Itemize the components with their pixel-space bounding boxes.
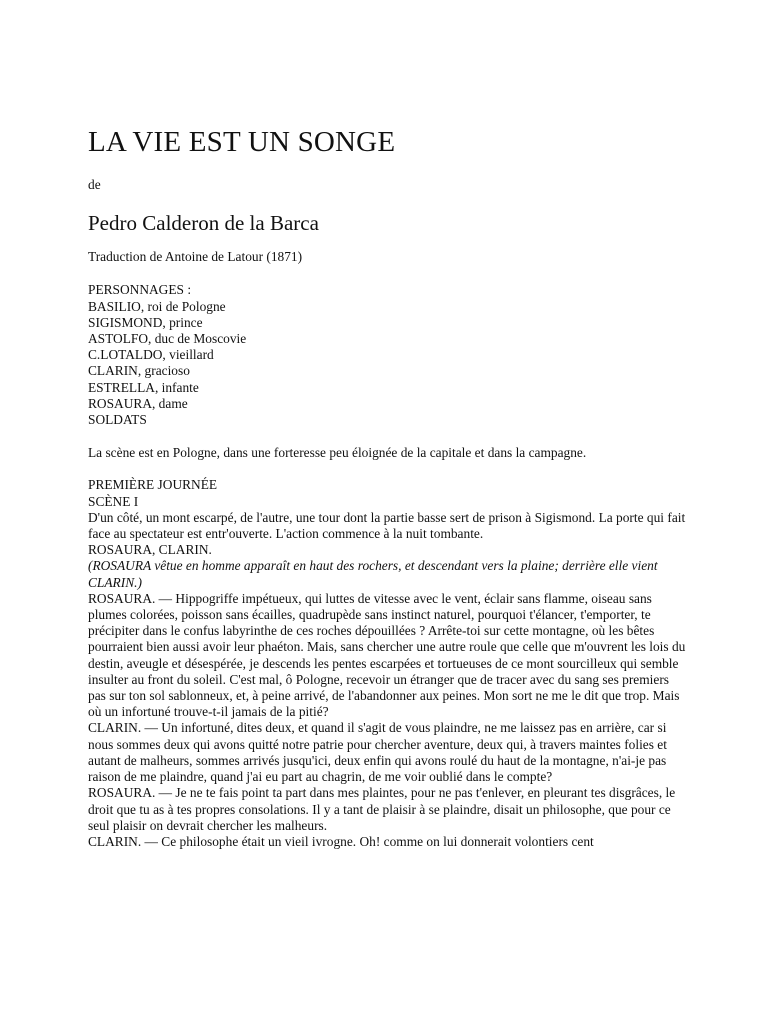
stage-direction: (ROSAURA vêtue en homme apparaît en haut des rochers, et descendant vers la plaine; derrière elle vient CLARIN.) — [88, 558, 658, 590]
dialogue-paragraph: ROSAURA. — Je ne te fais point ta part dans mes plaintes, pour ne pas t'enlever, en pleurant tes disgrâces, le droit que tu as à tes propres consolations. Il y a tant de plaisir à se plaindre, disait un philosophe, que pour ce seul plaisir on devrait chercher les malheurs. — [88, 785, 676, 833]
character-item: ESTRELLA, infante — [88, 379, 199, 395]
scene-characters: ROSAURA, CLARIN. — [88, 542, 212, 558]
scene-description: D'un côté, un mont escarpé, de l'autre, une tour dont la partie basse sert de prison à Sigismond. La porte qui fait face au spectateur est entr'ouverte. L'action commence à la nuit tombante. — [88, 509, 686, 542]
act-block — [88, 477, 688, 850]
character-item: CLARIN, gracioso — [88, 363, 190, 379]
scene-heading: SCÈNE I — [88, 493, 139, 509]
translation-credit: Traduction de Antoine de Latour (1871) — [88, 249, 303, 265]
act-heading: PREMIÈRE JOURNÉE — [88, 477, 218, 493]
dialogue-paragraph: CLARIN. — Ce philosophe était un vieil ivrogne. Oh! comme on lui donnerait volontiers cent — [88, 833, 594, 849]
character-item: ROSAURA, dame — [88, 395, 188, 411]
character-item: C.LOTALDO, vieillard — [88, 347, 214, 363]
document-title: LA VIE EST UN SONGE — [88, 126, 396, 158]
character-item: SIGISMOND, prince — [88, 314, 203, 330]
character-item: ASTOLFO, duc de Moscovie — [88, 331, 247, 347]
setting-note: La scène est en Pologne, dans une forteresse peu éloignée de la capitale et dans la campagne. — [88, 445, 587, 461]
characters-list — [88, 282, 688, 428]
by-line: de — [88, 177, 101, 192]
author-name: Pedro Calderon de la Barca — [88, 211, 319, 236]
dialogue-paragraph: CLARIN. — Un infortuné, dites deux, et quand il s'agit de vous plaindre, ne me laissez pas en arrière, car si nous sommes deux qui avons quitté notre patrie pour chercher aventure, deux qui, à travers maintes folies et autant de malheurs, sommes arrivés jusqu'ici, deux enfin qui avons roulé du haut de la montagne, n'ai-je pas raison de me plaindre, quand j'ai eu part au chagrin, de me voir oublié dans le compte? — [88, 720, 667, 785]
dialogue-paragraph: ROSAURA. — Hippogriffe impétueux, qui luttes de vitesse avec le vent, éclair sans flamme, oiseau sans plumes colorées, poisson sans écailles, quadrupède sans instinct naturel, pourquoi t'élancer, t'emporter, te précipiter dans le confus labyrinthe de ces roches dépouillées ? Arrête-toi sur cette montagne, où les bêtes pourraient bien aussi avoir leur phaéton. Mais, sans chercher une autre roule que celle que m'ouvrent les lois du destin, aveugle et désespérée, je descends les pentes escarpées et tortueuses de ce mont sourcilleux qui semble insulter au front du soleil. C'est mal, ô Pologne, recevoir un étranger que de tracer avec du sang ses premiers pas sur ton sol sablonneux, et, à peine arrivé, de l'abandonner aux peines. Mon sort ne me le dit que trop. Mais où un infortuné trouve-t-il jamais de la pitié? — [88, 590, 686, 720]
character-item: BASILIO, roi de Pologne — [88, 298, 226, 314]
characters-heading: PERSONNAGES : — [88, 282, 192, 298]
document-page — [88, 124, 688, 850]
character-item: SOLDATS — [88, 412, 147, 428]
